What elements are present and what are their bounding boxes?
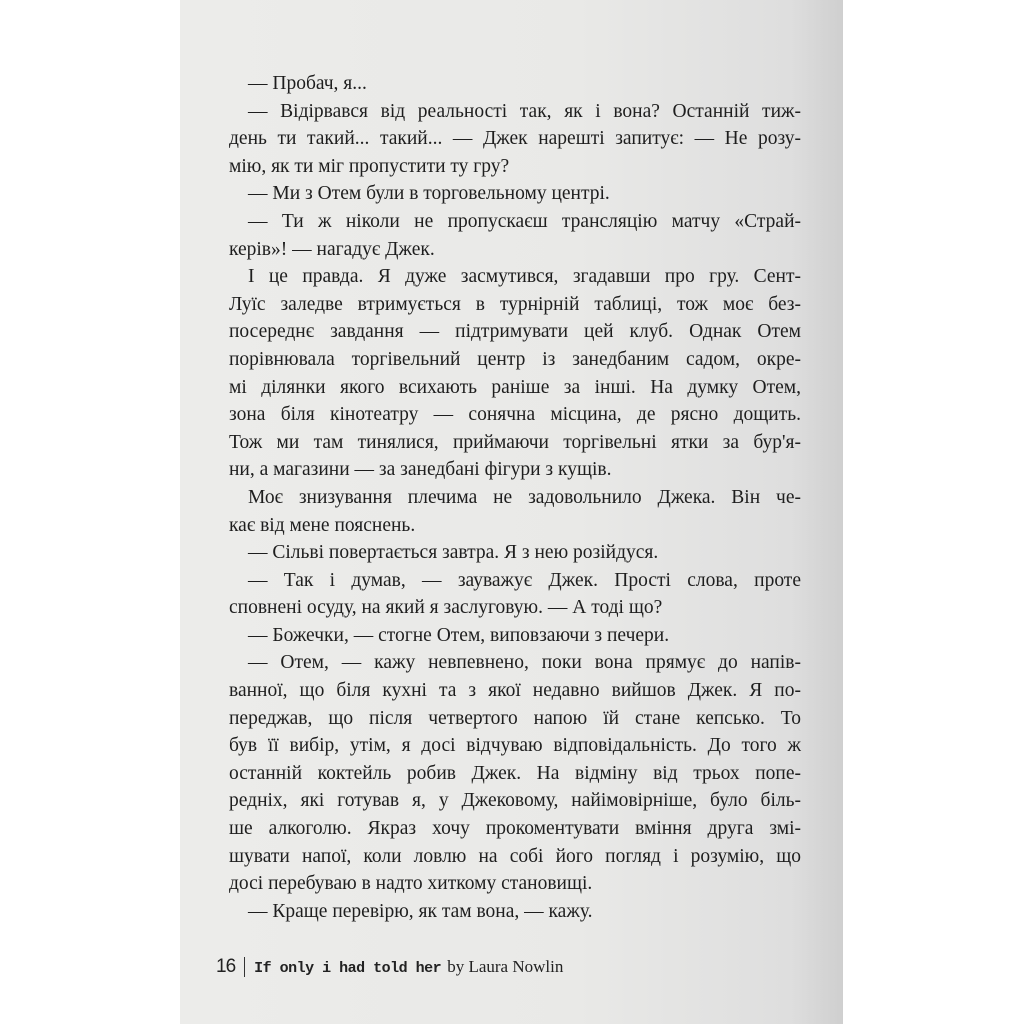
text-line: керів»! — нагадує Джек.	[229, 238, 435, 260]
page-number: 16	[216, 956, 236, 977]
text-line: мію, як ти міг пропустити ту гру?	[229, 155, 510, 177]
text-line: — Божечки, — стогне Отем, виповзаючи з печери.	[248, 624, 670, 646]
text-line: Луїс заледве втримується в турнірній таблиці, тож моє без-	[229, 293, 801, 315]
text-line: досі перебуваю в надто хиткому становищі.	[229, 873, 593, 895]
text-line: шувати напої, коли ловлю на собі його погляд і розумію, що	[229, 845, 801, 867]
text-line: І це правда. Я дуже засмутився, згадавши про гру. Сент-	[248, 266, 801, 288]
text-line: мі ділянки якого всихають раніше за інші. На думку Отем,	[229, 376, 801, 398]
body-text	[229, 70, 801, 925]
footer-divider	[244, 957, 245, 977]
text-line: редніх, які готував я, у Джековому, найімовірніше, було біль-	[229, 790, 801, 812]
text-line: день ти такий... такий... — Джек нарешті запитує: — Не розу-	[229, 128, 801, 150]
text-line: порівнювала торгівельний центр із занедбаним садом, окре-	[229, 348, 801, 370]
text-line: ванної, що біля кухні та з якої недавно вийшов Джек. Я по-	[229, 680, 801, 702]
text-line: переджав, що після четвертого напою їй стане кепсько. То	[229, 707, 801, 729]
page-footer	[216, 956, 563, 978]
text-line: — Краще перевірю, як там вона, — кажу.	[248, 900, 593, 922]
text-line: Тож ми там тинялися, приймаючи торгівельні ятки за бур'я-	[229, 431, 801, 453]
text-line: — Ми з Отем були в торговельному центрі.	[248, 183, 610, 205]
text-line: Моє знизування плечима не задовольнило Джека. Він че-	[248, 486, 801, 508]
text-line: сповнені осуду, на який я заслуговую. — А тоді що?	[229, 597, 663, 619]
text-line: зона біля кінотеатру — сонячна місцина, де рясно дощить.	[229, 404, 801, 426]
text-line: — Відірвався від реальності так, як і вона? Останній тиж-	[248, 100, 801, 122]
book-title: If only i had told her	[254, 960, 442, 977]
text-line: — Так і думав, — зауважує Джек. Прості слова, проте	[248, 569, 801, 591]
text-line: — Отем, — кажу невпевнено, поки вона прямує до напів-	[248, 652, 801, 674]
author-name: by Laura Nowlin	[447, 957, 564, 976]
text-line: кає від мене пояснень.	[229, 514, 416, 536]
text-line: — Ти ж ніколи не пропускаєш трансляцію матчу «Страй-	[248, 210, 801, 232]
text-line: ше алкоголю. Якраз хочу прокоментувати вміння друга змі-	[229, 818, 801, 840]
text-line: останній коктейль робив Джек. На відміну від трьох попе-	[229, 762, 801, 784]
text-line: посереднє завдання — підтримувати цей клуб. Однак Отем	[229, 321, 801, 343]
text-line: — Пробач, я...	[248, 73, 367, 94]
book-page	[180, 0, 843, 1024]
text-line: — Сільві повертається завтра. Я з нею розійдуся.	[248, 542, 659, 564]
text-line: був її вибір, утім, я досі відчуваю відповідальність. До того ж	[229, 735, 801, 757]
text-line: ни, а магазини — за занедбані фігури з кущів.	[229, 459, 612, 481]
